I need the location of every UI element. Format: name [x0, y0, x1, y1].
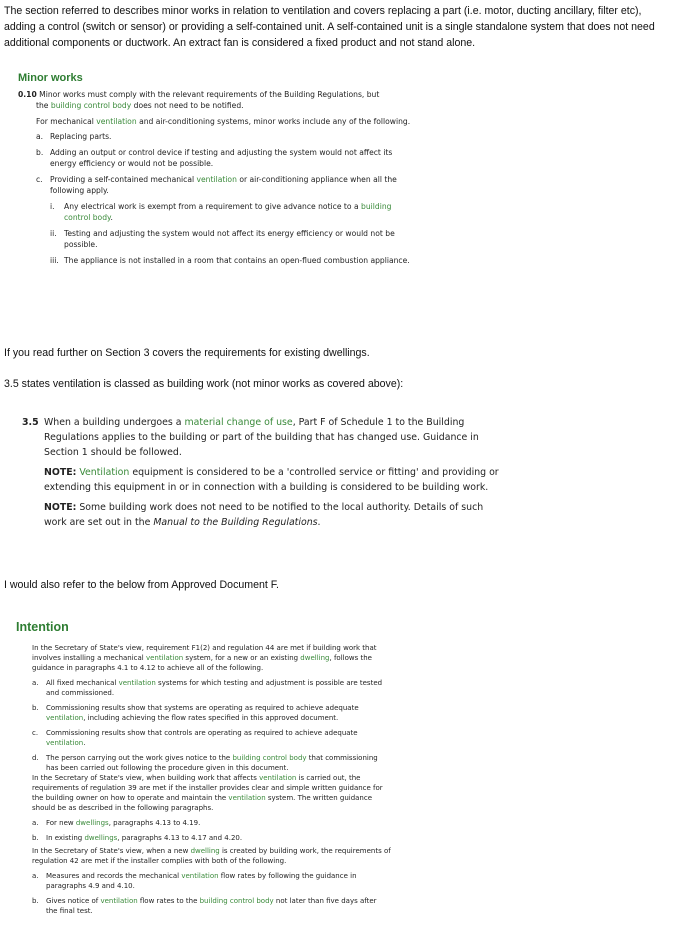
- ventilation-link: ventilation: [145, 654, 184, 662]
- ventilation-link: Ventilation: [79, 467, 130, 478]
- list-text: has been carried out following the procedure given in this document.: [46, 764, 289, 772]
- section35-intro-line: 3.5 states ventilation is classed as building work (not minor works as covered above):: [4, 378, 404, 390]
- list-item: [18, 131, 458, 142]
- para-text: is carried out, the: [296, 774, 361, 782]
- list-text: .: [83, 739, 86, 747]
- list-text: Measures and records the mechanical: [46, 872, 182, 880]
- list-text: that commissioning: [306, 754, 378, 762]
- ventilation-link: ventilation: [46, 739, 84, 747]
- list-text: following apply.: [50, 186, 109, 195]
- ventilation-link: ventilation: [118, 679, 156, 687]
- manual-title: Manual to the Building Regulations: [153, 517, 318, 528]
- minor-works-heading: Minor works: [18, 72, 83, 84]
- dwelling-link: dwelling: [190, 847, 220, 855]
- list-text: flow rates to the: [137, 897, 200, 905]
- para-text: In the Secretary of State's view, when a new: [32, 847, 191, 855]
- building-control-body-link: building control body: [199, 897, 274, 905]
- list-text: The person carrying out the work gives notice to the: [46, 754, 233, 762]
- list-item: [32, 703, 402, 723]
- note-label: NOTE:: [44, 467, 77, 478]
- list-label: a.: [32, 819, 39, 827]
- para-text: In the Secretary of State's view, requirement F1(2) and regulation 44 are met if building work that: [32, 644, 377, 652]
- section3-line: If you read further on Section 3 covers the requirements for existing dwellings.: [4, 347, 370, 359]
- list-text: the final test.: [46, 907, 93, 915]
- list-label: a.: [32, 872, 39, 880]
- para-text: regulation 42 are met if the installer complies with both of the following.: [32, 857, 287, 865]
- para-text: system, for a new or an existing: [183, 654, 301, 662]
- list-label: c.: [32, 729, 39, 737]
- building-control-body-link: control body: [64, 213, 111, 222]
- list-text: or air-conditioning appliance when all the: [236, 175, 397, 184]
- list-text: Commissioning results show that systems are operating as required to achieve adequate: [46, 704, 359, 712]
- para-text: When a building undergoes a: [44, 417, 185, 428]
- ventilation-link: ventilation: [196, 175, 237, 184]
- note-text: Some building work does not need to be notified to the local authority. Details of such: [76, 502, 484, 513]
- ventilation-link: ventilation: [46, 714, 84, 722]
- para-text: requirements of regulation 39 are met if the installer provides clear and simple written guidance for: [32, 784, 383, 792]
- building-control-body-link: building: [361, 202, 392, 211]
- list-text: Providing a self-contained mechanical: [50, 175, 197, 184]
- list-text: All fixed mechanical: [46, 679, 119, 687]
- building-control-body-link: building control body: [232, 754, 307, 762]
- para-text: Regulations applies to the building or part of the building that has changed use. Guidance in: [44, 432, 479, 443]
- list-item: [32, 678, 402, 698]
- list-item: [32, 818, 402, 828]
- list-text: In existing: [46, 834, 85, 842]
- para-text: does not need to be notified.: [131, 101, 244, 110]
- para-text: and air-conditioning systems, minor works include any of the following.: [136, 117, 411, 126]
- list-text: .: [110, 213, 113, 222]
- intro-paragraph: The section referred to describes minor works in relation to ventilation and covers replacing a part (i.e. motor, ducting ancillary, filter etc), adding a control (switch or sensor) or providing a self-contained unit. A self-contained unit is a single standalone system that does not need additional components or ductwork. An extract fan is considered a fixed product and not stand alone.: [4, 5, 655, 49]
- list-text: Adding an output or control device if testing and adjusting the system would not affect its: [50, 148, 393, 157]
- sub-list-item: [18, 201, 458, 223]
- para-text: the: [36, 101, 51, 110]
- material-change-of-use-link: material change of use: [184, 417, 293, 428]
- list-text: Gives notice of: [46, 897, 101, 905]
- list-label: b.: [32, 897, 39, 905]
- list-item: [32, 728, 402, 748]
- para-text: the building owner on how to operate and maintain the: [32, 794, 229, 802]
- list-text: and commissioned.: [46, 689, 115, 697]
- ventilation-link: ventilation: [100, 897, 138, 905]
- building-control-body-link: building control body: [50, 101, 132, 110]
- list-label: a.: [32, 679, 39, 687]
- list-label: i.: [50, 202, 55, 211]
- list-label: a.: [36, 132, 44, 141]
- list-item: [18, 147, 458, 169]
- list-text: For new: [46, 819, 76, 827]
- para-text: guidance in paragraphs 4.1 to 4.12 to achieve all of the following.: [32, 664, 264, 672]
- list-text: energy efficiency or would not be possible.: [50, 159, 214, 168]
- list-item: [18, 174, 458, 196]
- list-label: b.: [32, 704, 39, 712]
- note-text: work are set out in the: [44, 517, 154, 528]
- ventilation-link: ventilation: [181, 872, 219, 880]
- list-text: possible.: [64, 240, 98, 249]
- ventilation-link: ventilation: [228, 794, 266, 802]
- para-text: is created by building work, the requirements of: [219, 847, 391, 855]
- list-text: The appliance is not installed in a room that contains an open-flued combustion appliance.: [64, 256, 410, 265]
- list-text: , paragraphs 4.13 to 4.17 and 4.20.: [117, 834, 243, 842]
- ventilation-link: ventilation: [259, 774, 297, 782]
- list-text: Commissioning results show that controls are operating as required to achieve adequate: [46, 729, 358, 737]
- list-label: b.: [32, 834, 39, 842]
- minor-works-block: [18, 89, 458, 266]
- list-label: ii.: [50, 229, 57, 238]
- list-text: not later than five days after: [273, 897, 377, 905]
- list-item: [32, 833, 402, 843]
- para-text: involves installing a mechanical: [32, 654, 146, 662]
- sub-list-item: [18, 255, 458, 266]
- list-text: paragraphs 4.9 and 4.10.: [46, 882, 135, 890]
- para-text: , Part F of Schedule 1 to the Building: [292, 417, 465, 428]
- list-item: [32, 896, 402, 916]
- para-line: Minor works must comply with the relevant requirements of the Building Regulations, but: [39, 90, 380, 99]
- list-text: Any electrical work is exempt from a requirement to give advance notice to a: [64, 202, 362, 211]
- dwellings-link: dwellings: [84, 834, 118, 842]
- list-text: , including achieving the flow rates specified in this approved document.: [83, 714, 339, 722]
- list-text: Testing and adjusting the system would not affect its energy efficiency or would not be: [64, 229, 395, 238]
- list-label: c.: [36, 175, 43, 184]
- dwelling-link: dwelling: [300, 654, 330, 662]
- list-label: iii.: [50, 256, 59, 265]
- intention-block: [32, 643, 402, 916]
- list-text: systems for which testing and adjustment is possible are tested: [155, 679, 383, 687]
- sub-list-item: [18, 228, 458, 250]
- list-text: Replacing parts.: [50, 132, 112, 141]
- adf-reference-line: I would also refer to the below from Approved Document F.: [4, 579, 279, 591]
- para-text: In the Secretary of State's view, when building work that affects: [32, 774, 260, 782]
- para-number: 0.10: [18, 90, 37, 99]
- list-text: flow rates by following the guidance in: [218, 872, 357, 880]
- ventilation-link: ventilation: [96, 117, 137, 126]
- list-item: [32, 753, 402, 773]
- list-label: d.: [32, 754, 39, 762]
- para-text: system. The written guidance: [265, 794, 373, 802]
- note-label: NOTE:: [44, 502, 77, 513]
- section-3-5-block: [22, 415, 542, 530]
- para-text: Section 1 should be followed.: [44, 447, 182, 458]
- list-item: [32, 871, 402, 891]
- list-text: , paragraphs 4.13 to 4.19.: [108, 819, 201, 827]
- intention-heading: Intention: [16, 620, 69, 634]
- note-text: .: [317, 517, 321, 528]
- para-text: should be as described in the following paragraphs.: [32, 804, 214, 812]
- note-text: extending this equipment in or in connection with a building is considered to be building work.: [44, 482, 489, 493]
- note-text: equipment is considered to be a 'controlled service or fitting' and providing or: [129, 467, 499, 478]
- para-text: , follows the: [329, 654, 372, 662]
- para-text: For mechanical: [36, 117, 97, 126]
- dwellings-link: dwellings: [75, 819, 109, 827]
- list-label: b.: [36, 148, 44, 157]
- para-number: 3.5: [22, 417, 39, 428]
